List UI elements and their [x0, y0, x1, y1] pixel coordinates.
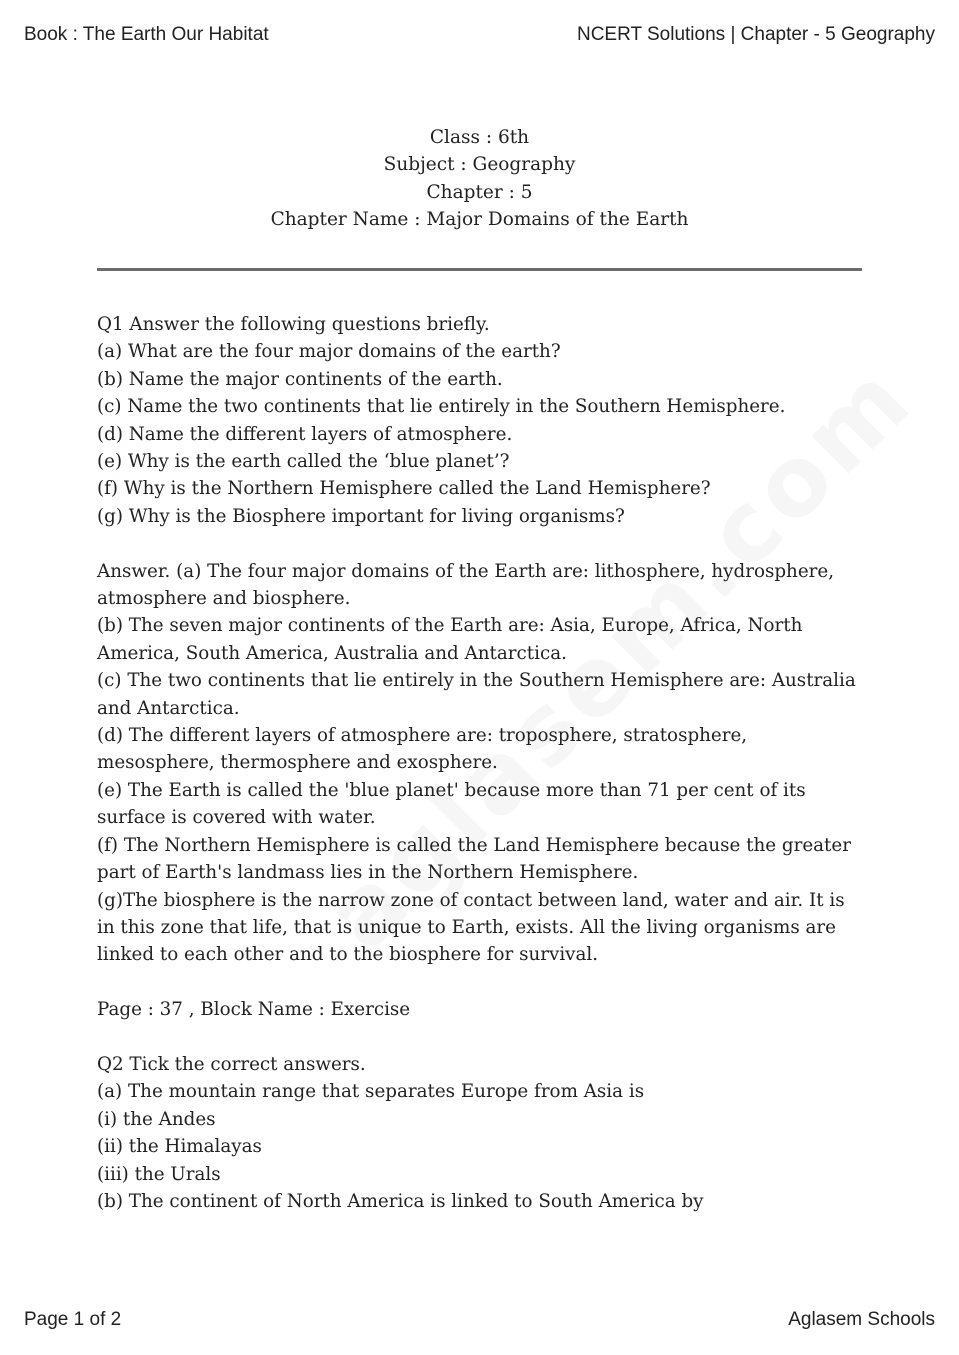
q2-line: (b) The continent of North America is linked to South America by — [97, 1190, 704, 1212]
q2-option: (ii) the Himalayas — [97, 1136, 262, 1158]
q2-option: (iii) the Urals — [97, 1163, 221, 1185]
q2-heading: Q2 Tick the correct answers. — [97, 1053, 366, 1075]
chapter-label: Chapter : 5 — [426, 181, 533, 203]
q1-heading: Q1 Answer the following questions briefly. — [97, 314, 490, 335]
q1-question: (d) Name the different layers of atmosphere. — [97, 423, 513, 445]
q1-question: (g) Why is the Biosphere important for living organisms? — [97, 505, 625, 527]
header-book-title: Book : The Earth Our Habitat — [24, 24, 269, 45]
q1-question: (b) Name the major continents of the earth. — [97, 368, 503, 390]
title-block — [0, 124, 959, 234]
q1-answer: (d) The different layers of atmosphere are: troposphere, stratosphere, mesosphere, thermosphere and exosphere. — [97, 725, 748, 774]
q1-answer: Answer. (a) The four major domains of the Earth are: lithosphere, hydrosphere, atmosphere and biosphere. — [97, 560, 835, 610]
q2-line: (a) The mountain range that separates Europe from Asia is — [97, 1081, 645, 1103]
q1-answer: (c) The two continents that lie entirely in the Southern Hemisphere are: Australia and Antarctica. — [97, 670, 856, 719]
page-reference: Page : 37 , Block Name : Exercise — [97, 999, 411, 1021]
subject-label: Subject : Geography — [383, 154, 576, 176]
q1-question: (e) Why is the earth called the ‘blue planet’? — [97, 451, 510, 473]
q1-answer: (f) The Northern Hemisphere is called the Land Hemisphere because the greater part of Earth's landmass lies in the Northern Hemisphere. — [97, 834, 851, 884]
publisher-name: Aglasem Schools — [788, 1309, 935, 1330]
header-series-title: NCERT Solutions | Chapter - 5 Geography — [576, 24, 935, 45]
class-label: Class : 6th — [429, 127, 530, 148]
q1-question: (f) Why is the Northern Hemisphere called the Land Hemisphere? — [97, 478, 711, 500]
document-body — [97, 311, 862, 1215]
q1-answer: (b) The seven major continents of the Earth are: Asia, Europe, Africa, North America, South America, Australia and Antarctica. — [97, 615, 803, 664]
q2-option: (i) the Andes — [97, 1108, 216, 1130]
page-number: Page 1 of 2 — [24, 1309, 122, 1330]
q1-question: (a) What are the four major domains of the earth? — [97, 341, 561, 363]
q1-question: (c) Name the two continents that lie entirely in the Southern Hemisphere. — [97, 396, 786, 418]
q1-answer: (g)The biosphere is the narrow zone of contact between land, water and air. It is in this zone that life, that is unique to Earth, exists. All the living organisms are linked to each other and to the biosphere for survival. — [97, 889, 845, 966]
q1-answer: (e) The Earth is called the 'blue planet' because more than 71 per cent of its surface is covered with water. — [97, 779, 806, 829]
chapter-name-label: Chapter Name : Major Domains of the Earth — [270, 209, 689, 231]
divider — [97, 268, 862, 271]
